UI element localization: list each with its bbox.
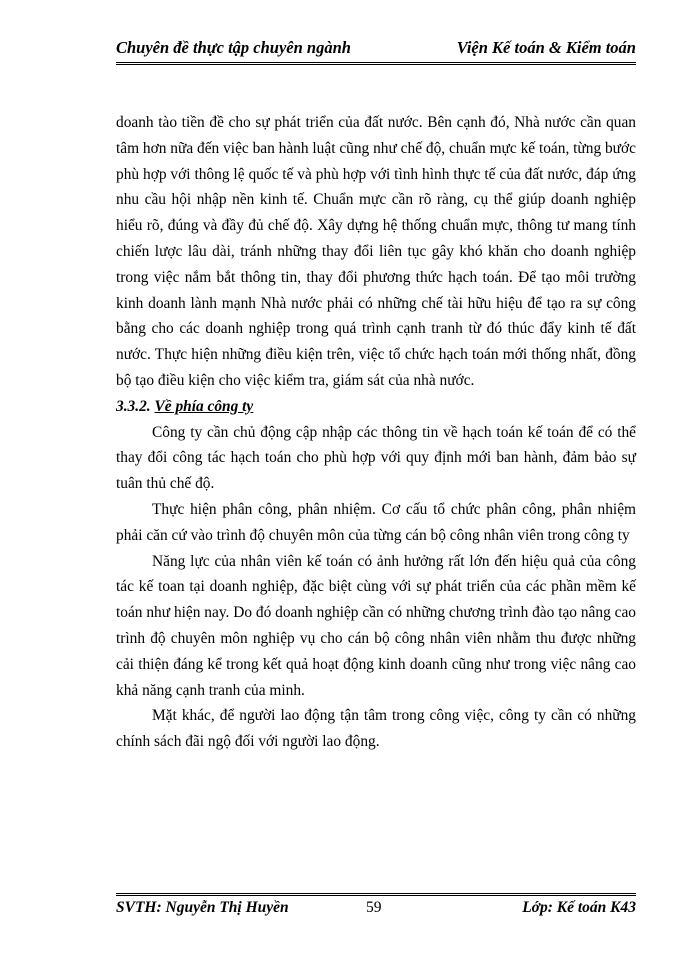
section-number: 3.3.2.: [116, 397, 151, 415]
paragraph-3: Thực hiện phân công, phân nhiệm. Cơ cấu tổ chức phân công, phân nhiệm phải căn cứ vào trình độ chuyên môn của từng cán bộ công nhân viên trong công ty: [116, 500, 636, 544]
paragraph-1: doanh tào tiền đề cho sự phát triển của đất nước. Bên cạnh đó, Nhà nước cần quan tâm hơn nữa đến việc ban hành luật cũng như chế độ, chuẩn mực kế toán, từng bước phù hợp với thông lệ quốc tế và phù hợp với tình hình thực tế của đất nước, đáp ứng nhu cầu hội nhập nền kinh tế. Chuẩn mực cần rõ ràng, cụ thể giúp doanh nghiệp hiểu rõ, đúng và đầy đủ chế độ. Xây dựng hệ thống chuẩn mực, thông tư mang tính chiến lược lâu dài, tránh những thay đổi liên tục gây khó khăn cho doanh nghiệp trong việc nắm bắt thông tin, thay đổi phương thức hạch toán. Để tạo môi trường kinh doanh lành mạnh Nhà nước phải có những chế tài hữu hiệu để tạo ra sự công bằng cho các doanh nghiệp trong quá trình cạnh tranh từ đó thúc đẩy kinh tế đất nước. Thực hiện những điều kiện trên, việc tổ chức hạch toán mới thống nhất, đồng bộ tạo điều kiện cho việc kiểm tra, giám sát của nhà nước.: [116, 114, 636, 389]
paragraph-4: Năng lực của nhân viên kế toán có ảnh hưởng rất lớn đến hiệu quả của công tác kế toan tại doanh nghiệp, đặc biệt cùng với sự phát triển của các phần mềm kế toán như hiện nay. Do đó doanh nghiệp cần có những chương trình đào tạo nâng cao trình độ chuyên môn nghiệp vụ cho cán bộ công nhân viên nhằm thu được những cải thiện đáng kể trong kết quả hoạt động kinh doanh cũng như trong việc nâng cao khả năng cạnh tranh của minh.: [116, 552, 636, 699]
page-header: [116, 38, 636, 62]
footer-author: SVTH: Nguyễn Thị Huyền: [116, 899, 289, 916]
document-body: [116, 110, 636, 755]
header-title-left: Chuyên đề thực tập chuyên ngành: [116, 38, 351, 57]
footer-divider: [116, 893, 636, 897]
page-footer: [116, 899, 636, 923]
header-title-right: Viện Kế toán & Kiểm toán: [456, 38, 636, 57]
section-title: Về phía công ty: [154, 397, 254, 415]
page-number: 59: [366, 899, 382, 916]
paragraph-5: Mặt khác, để người lao động tận tâm trong công việc, công ty cần có những chính sách đãi ngộ đối với người lao động.: [116, 707, 636, 751]
section-heading: [116, 394, 636, 420]
header-divider: [116, 62, 636, 66]
footer-class: Lớp: Kế toán K43: [522, 899, 636, 916]
paragraph-2: Công ty cần chủ động cập nhập các thông tin về hạch toán kế toán để có thể thay đổi công tác hạch toán cho phù hợp với quy định mới ban hành, đảm bảo sự tuân thủ chế độ.: [116, 423, 636, 493]
